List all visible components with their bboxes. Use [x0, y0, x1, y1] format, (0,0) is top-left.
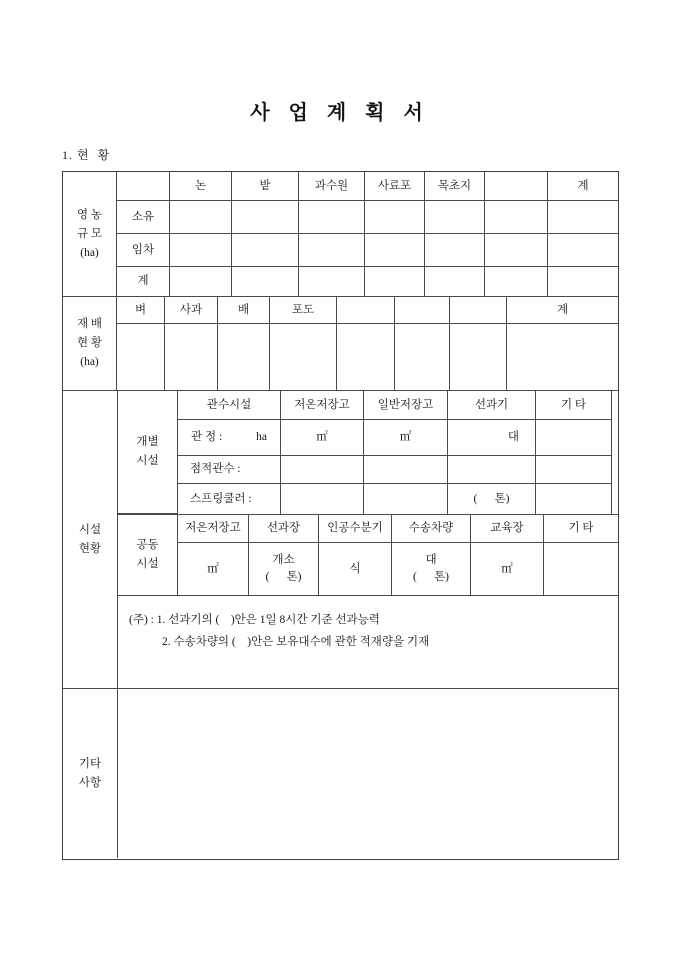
data-cell	[536, 420, 612, 456]
column-header-blank	[395, 297, 450, 324]
vehicle-unit-cell: 대 ( 톤)	[392, 543, 471, 596]
data-cell	[337, 324, 395, 391]
others-label: 기타 사항	[63, 689, 118, 858]
data-cell	[450, 324, 507, 391]
cultivation-label: 재 배 현 황 (ha)	[63, 297, 117, 391]
column-header-rice: 벼	[117, 297, 165, 324]
data-cell	[425, 234, 485, 267]
cultivation-section	[63, 297, 618, 391]
section-heading: 1. 현 황	[62, 148, 111, 162]
drip-irrigation-cell: 점적관수 :	[178, 456, 281, 484]
data-cell	[299, 234, 365, 267]
data-cell	[507, 324, 618, 391]
data-cell	[165, 324, 218, 391]
cold-storage-unit-cell: ㎡	[281, 420, 364, 456]
data-cell	[170, 201, 232, 234]
sorter-ton-cell: ( 톤)	[448, 484, 536, 514]
column-header-others: 기 타	[536, 391, 612, 420]
common-facility-label: 공동 시설	[118, 514, 178, 596]
facility-section	[63, 391, 618, 689]
column-header-blank	[450, 297, 507, 324]
column-header-cold-storage: 저온저장고	[281, 391, 364, 420]
column-header-field: 밭	[232, 172, 299, 201]
facility-content	[118, 391, 618, 689]
data-cell	[365, 201, 425, 234]
individual-facility-subtable	[118, 391, 618, 514]
table-spacer	[612, 391, 618, 514]
column-header-transport-vehicle: 수송차량	[392, 514, 471, 543]
data-cell	[281, 456, 364, 484]
data-cell	[425, 267, 485, 297]
column-header-total: 계	[507, 297, 618, 324]
pollinator-unit-cell: 식	[319, 543, 392, 596]
farming-scale-label: 영 농 규 모 (ha)	[63, 172, 117, 297]
farming-scale-section	[63, 172, 618, 297]
general-storage-unit-cell: ㎡	[364, 420, 448, 456]
row-header-owned: 소유	[117, 201, 170, 234]
column-header-training-site: 교육장	[471, 514, 544, 543]
document-title: 사 업 계 획 서	[250, 102, 430, 124]
data-cell	[170, 234, 232, 267]
column-header-pear: 배	[218, 297, 270, 324]
column-header-others: 기 타	[544, 514, 618, 543]
facility-note	[118, 596, 618, 689]
data-cell	[548, 234, 618, 267]
column-header-irrigation: 관수시설	[178, 391, 281, 420]
data-cell	[395, 324, 450, 391]
column-header-pollinator: 인공수분기	[319, 514, 392, 543]
column-header-paddy: 논	[170, 172, 232, 201]
column-header-blank	[337, 297, 395, 324]
well-unit-cell: 관 정 : ha	[178, 420, 281, 456]
column-header-feedlot: 사료포	[365, 172, 425, 201]
column-header-orchard: 과수원	[299, 172, 365, 201]
data-cell	[232, 234, 299, 267]
data-cell	[544, 543, 618, 596]
others-section	[63, 689, 618, 858]
facility-label: 시설 현황	[63, 391, 118, 689]
data-cell	[548, 267, 618, 297]
column-header-pasture: 목초지	[425, 172, 485, 201]
column-header-apple: 사과	[165, 297, 218, 324]
data-cell	[536, 484, 612, 514]
sprinkler-cell: 스프링쿨러 :	[178, 484, 281, 514]
data-cell	[365, 267, 425, 297]
data-cell	[299, 201, 365, 234]
row-header-total: 계	[117, 267, 170, 297]
column-header-fruit-sorter: 선과기	[448, 391, 536, 420]
row-header-leased: 임차	[117, 234, 170, 267]
common-facility-subtable	[118, 514, 618, 596]
data-cell	[364, 484, 448, 514]
data-cell	[548, 201, 618, 234]
individual-facility-label: 개별 시설	[118, 391, 178, 514]
corner-cell	[117, 172, 170, 201]
column-header-sorting-site: 선과장	[249, 514, 319, 543]
column-header-blank	[485, 172, 548, 201]
note-line-2: 2. 수송차량의 ( )안은 보유대수에 관한 적재량을 기재	[162, 636, 430, 648]
data-cell	[299, 267, 365, 297]
data-cell	[485, 234, 548, 267]
data-cell	[281, 484, 364, 514]
sorting-site-unit-cell: 개소 ( 톤)	[249, 543, 319, 596]
data-cell	[365, 234, 425, 267]
training-site-unit-cell: ㎡	[471, 543, 544, 596]
data-cell	[485, 201, 548, 234]
data-cell	[364, 456, 448, 484]
column-header-general-storage: 일반저장고	[364, 391, 448, 420]
data-cell	[536, 456, 612, 484]
data-cell	[117, 324, 165, 391]
data-cell	[425, 201, 485, 234]
data-cell	[232, 267, 299, 297]
others-empty-area	[118, 689, 618, 858]
column-header-total: 계	[548, 172, 618, 201]
data-cell	[232, 201, 299, 234]
note-line-1: (주) : 1. 선과기의 ( )안은 1일 8시간 기준 선과능력	[129, 614, 380, 626]
column-header-grape: 포도	[270, 297, 337, 324]
data-cell	[270, 324, 337, 391]
data-cell	[218, 324, 270, 391]
data-cell	[170, 267, 232, 297]
sorter-unit-cell: 대	[448, 420, 536, 456]
data-cell	[448, 456, 536, 484]
status-table	[62, 171, 619, 860]
data-cell	[485, 267, 548, 297]
cold-storage-unit-cell: ㎡	[178, 543, 249, 596]
column-header-cold-storage: 저온저장고	[178, 514, 249, 543]
